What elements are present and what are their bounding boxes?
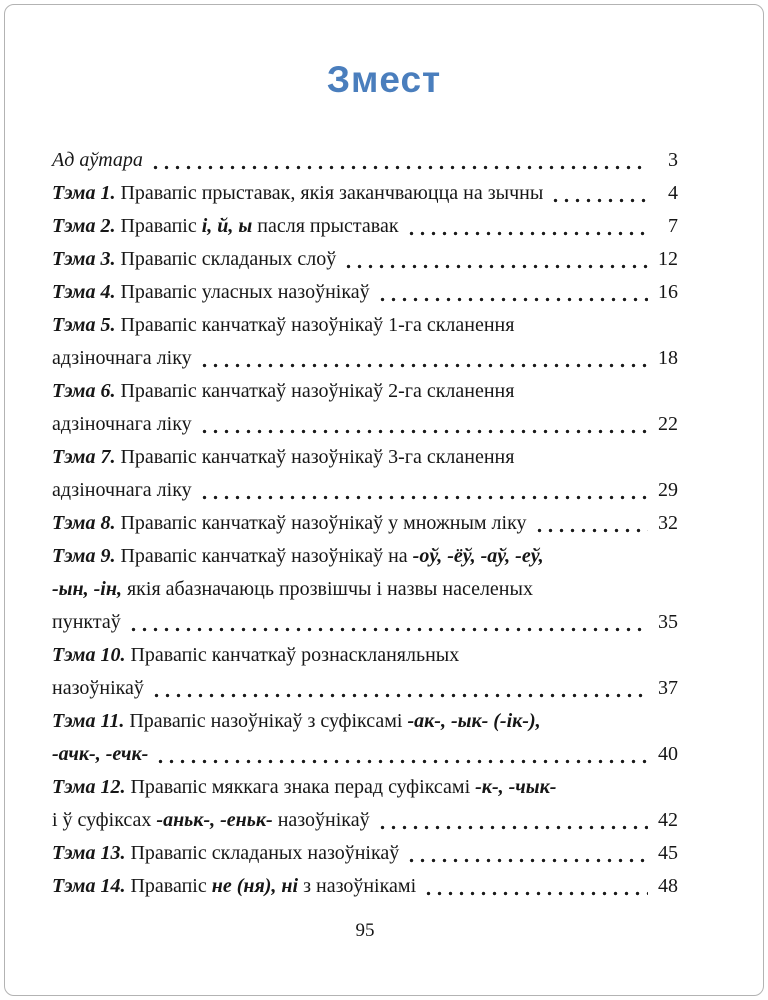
dot-leader [199, 474, 648, 507]
toc-text-segment: Правапіс назоўнікаў з суфіксамі [124, 710, 408, 732]
toc-text-segment: Правапіс [125, 875, 212, 897]
toc-entry [52, 375, 678, 441]
toc-entry [52, 507, 678, 540]
dot-leader [199, 342, 648, 375]
toc-entry-line [52, 309, 678, 342]
toc-entry-line [52, 474, 678, 507]
toc-entry-text [52, 870, 416, 903]
toc-text-segment: Тэма 14. [52, 875, 126, 897]
toc-entry [52, 177, 678, 210]
toc-page-number: 7 [668, 215, 678, 237]
dot-leader [406, 210, 648, 243]
toc-text-segment: Правапіс канчаткаў назоўнікаў на [115, 545, 413, 567]
toc-entry [52, 210, 678, 243]
toc-entry-line [52, 705, 678, 738]
toc-entry [52, 540, 678, 639]
toc-entry-line [52, 342, 678, 375]
toc-entry-text [52, 672, 144, 705]
toc-text-segment: -ачк-, -ечк- [52, 743, 149, 765]
toc-entry [52, 639, 678, 705]
toc-page-number: 48 [658, 875, 678, 897]
toc-entry-line [52, 276, 678, 309]
toc-text-segment: Правапіс складаных слоў [115, 248, 337, 270]
toc-entry [52, 771, 678, 837]
toc-text-segment: назоўнікаў [52, 677, 144, 699]
dot-leader [155, 738, 648, 771]
toc-text-segment: -ак-, -ык- (-ік-), [407, 710, 541, 732]
toc-text-segment: Правапіс канчаткаў рознаскланяльных [125, 644, 460, 666]
toc-page-number: 42 [658, 809, 678, 831]
toc-entry [52, 243, 678, 276]
toc-text-segment: Тэма 2. [52, 215, 116, 237]
toc-entry-text [52, 606, 121, 639]
toc-text-segment: Тэма 4. [52, 281, 116, 303]
toc-text-segment: Правапіс канчаткаў назоўнікаў 2-га скланення [115, 380, 515, 402]
toc-entry-text [52, 210, 399, 243]
toc-text-segment: адзіночнага ліку [52, 479, 192, 501]
dot-leader [406, 837, 648, 870]
page-title: Змест [326, 59, 442, 100]
toc-entry-line [52, 144, 678, 177]
toc-entry-line [52, 639, 678, 672]
toc-text-segment: і ў суфіксах [52, 809, 157, 831]
toc-text-segment: Правапіс [115, 215, 202, 237]
dot-leader [199, 408, 648, 441]
toc-text-segment: -оў, -ёў, -аў, -еў, [412, 545, 544, 567]
toc-entry-text [52, 408, 192, 441]
toc-entry-text [52, 276, 370, 309]
dot-leader [534, 507, 648, 540]
toc-text-segment: Тэма 13. [52, 842, 126, 864]
toc-entry-line [52, 408, 678, 441]
toc-entry-text [52, 507, 527, 540]
toc-entry-text [52, 639, 459, 672]
toc-entry-text [52, 243, 336, 276]
toc-text-segment: адзіночнага ліку [52, 413, 192, 435]
toc-text-segment: Правапіс уласных назоўнікаў [115, 281, 370, 303]
toc-text-segment: з назоўнікамі [298, 875, 417, 897]
toc-page-number: 18 [658, 347, 678, 369]
toc-entry-text [52, 804, 370, 837]
toc-text-segment: Тэма 9. [52, 545, 116, 567]
toc-page-number: 35 [658, 611, 678, 633]
toc-entry-line [52, 375, 678, 408]
toc-text-segment: Тэма 5. [52, 314, 116, 336]
toc-text-segment: Правапіс канчаткаў назоўнікаў у множным ліку [115, 512, 527, 534]
toc-text-segment: -ын, -ін, [52, 578, 122, 600]
toc-entry [52, 144, 678, 177]
toc-page-number: 40 [658, 743, 678, 765]
toc-text-segment: пунктаў [52, 611, 121, 633]
toc-text-segment: Правапіс канчаткаў назоўнікаў 3-га скланення [115, 446, 515, 468]
toc-text-segment: адзіночнага ліку [52, 347, 192, 369]
dot-leader [151, 672, 648, 705]
toc-text-segment: Ад аўтара [52, 149, 143, 171]
toc-text-segment: Тэма 10. [52, 644, 126, 666]
toc-entry-line [52, 870, 678, 903]
toc-entry-line [52, 573, 678, 606]
toc-entry-text [52, 144, 143, 177]
dot-leader [550, 177, 648, 210]
footer-page-number: 95 [355, 920, 375, 941]
toc-entry-line [52, 672, 678, 705]
toc-page-number: 32 [658, 512, 678, 534]
toc-text-segment: Тэма 12. [52, 776, 126, 798]
toc-text-segment: якія абазначаюць прозвішчы і назвы населеных [121, 578, 533, 600]
toc-page-number: 12 [658, 248, 678, 270]
toc-entry-text [52, 474, 192, 507]
toc-text-segment: Тэма 1. [52, 182, 116, 204]
toc-text-segment: Тэма 11. [52, 710, 125, 732]
toc-entry-line [52, 507, 678, 540]
toc-entry [52, 441, 678, 507]
toc-entry-line [52, 738, 678, 771]
toc-text-segment: і, й, ы [201, 215, 253, 237]
toc-text-segment: Правапіс канчаткаў назоўнікаў 1-га скланення [115, 314, 515, 336]
toc-entry-line [52, 837, 678, 870]
toc-entry-text [52, 309, 514, 342]
toc-entry-line [52, 540, 678, 573]
toc-entry-line [52, 804, 678, 837]
toc-entry-line [52, 606, 678, 639]
toc-entry [52, 276, 678, 309]
toc-entry [52, 705, 678, 771]
toc-entry [52, 870, 678, 903]
toc-text-segment: -аньк-, -еньк- [156, 809, 273, 831]
toc-text-segment: Тэма 6. [52, 380, 116, 402]
dot-leader [150, 144, 648, 177]
toc-page-number: 37 [658, 677, 678, 699]
toc-page-number: 16 [658, 281, 678, 303]
toc-page-number: 29 [658, 479, 678, 501]
toc-entry-text [52, 738, 148, 771]
toc-text-segment: Тэма 7. [52, 446, 116, 468]
toc-text-segment: Тэма 3. [52, 248, 116, 270]
toc-entry-text [52, 837, 399, 870]
toc-entry-text [52, 771, 556, 804]
toc-entry-line [52, 243, 678, 276]
dot-leader [377, 276, 648, 309]
toc-entry-line [52, 210, 678, 243]
toc-entry-text [52, 441, 514, 474]
dot-leader [343, 243, 648, 276]
toc-text-segment: назоўнікаў [272, 809, 370, 831]
toc-entry [52, 837, 678, 870]
toc-page-number: 4 [668, 182, 678, 204]
toc-entry-line [52, 177, 678, 210]
toc-text-segment: Правапіс прыставак, якія заканчваюцца на зычны [115, 182, 544, 204]
dot-leader [423, 870, 648, 903]
toc-entry-line [52, 441, 678, 474]
toc-entry [52, 309, 678, 375]
toc-text-segment: не (ня), ні [211, 875, 299, 897]
toc-entry-text [52, 342, 192, 375]
toc-entry-text [52, 540, 544, 573]
toc-text-segment: Правапіс мяккага знака перад суфіксамі [125, 776, 476, 798]
dot-leader [377, 804, 648, 837]
toc-text-segment: -к-, -чык- [475, 776, 557, 798]
toc-page-number: 45 [658, 842, 678, 864]
toc-entry-text [52, 375, 514, 408]
toc-text-segment: пасля прыставак [252, 215, 399, 237]
toc-entry-text [52, 705, 541, 738]
table-of-contents [52, 144, 678, 903]
toc-entry-text [52, 177, 543, 210]
toc-entry-text [52, 573, 533, 606]
toc-page-number: 22 [658, 413, 678, 435]
dot-leader [128, 606, 648, 639]
toc-page-number: 3 [668, 149, 678, 171]
toc-entry-line [52, 771, 678, 804]
toc-text-segment: Правапіс складаных назоўнікаў [125, 842, 400, 864]
toc-text-segment: Тэма 8. [52, 512, 116, 534]
